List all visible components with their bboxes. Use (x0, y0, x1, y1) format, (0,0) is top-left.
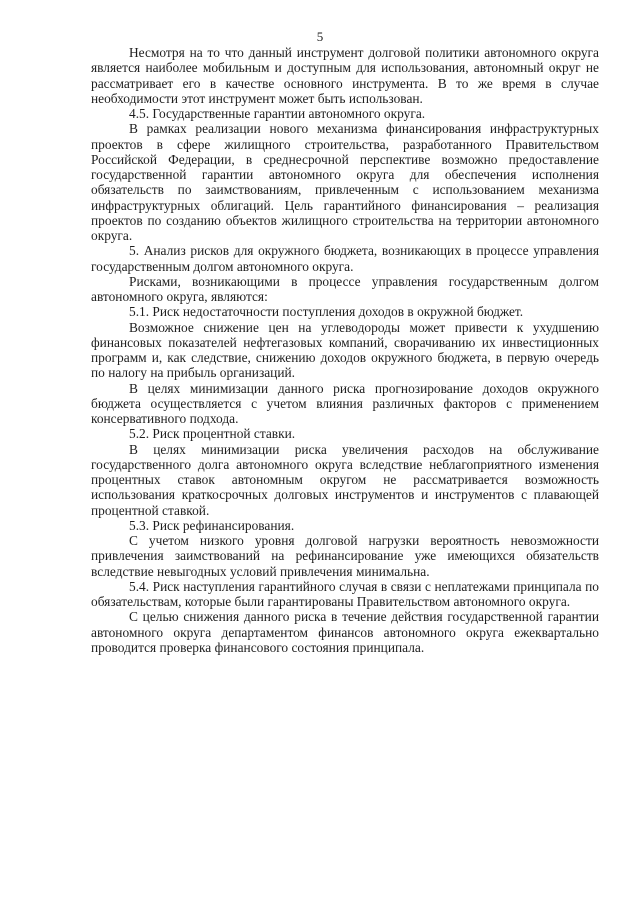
document-body (91, 45, 599, 655)
paragraph-state-guarantees: В рамках реализации нового механизма финансирования инфраструктурных проектов в сфере жилищного строительства, разработанного Правительством Российской Федерации, в среднесрочной перспективе возможно предоставление государственной гарантии автономного округа для обеспечения исполнения обязательств по заимствованиям, привлеченным с использованием механизма инфраструктурных облигаций. Цель гарантийного финансирования – реализация проектов по созданию объектов жилищного строительства на территории автономного округа. (91, 121, 599, 243)
paragraph-revenue-forecast: В целях минимизации данного риска прогнозирование доходов окружного бюджета осуществляется с учетом влияния различных факторов с применением консервативного подхода. (91, 380, 599, 426)
section-heading-4-5: 4.5. Государственные гарантии автономного округа. (129, 106, 426, 121)
page-number: 5 (316, 29, 324, 44)
paragraph-interest-rate: В целях минимизации риска увеличения расходов на обслуживание государственного долга автономного округа вследствие неблагоприятного изменения процентных ставок автономным округом не рассматривается возможность использования краткосрочных долговых инструментов и инструментов с плавающей процентной ставкой. (91, 441, 599, 518)
section-heading-5-4: 5.4. Риск наступления гарантийного случая в связи с неплатежами принципала по обязательствам, которые были гарантированы Правительством автономного округа. (91, 578, 599, 609)
section-heading-5-1: 5.1. Риск недостаточности поступления доходов в окружной бюджет. (129, 304, 524, 320)
paragraph-bond-instrument: Несмотря на то что данный инструмент долговой политики автономного округа является наиболее мобильным и доступным для использования, автономный округ не рассматривает его в качестве основного инструмента. В то же время в случае необходимости этот инструмент может быть использован. (91, 45, 599, 106)
paragraph-risks-intro: Рисками, возникающими в процессе управления государственным долгом автономного округа, являются: (91, 273, 599, 304)
section-heading-5-2: 5.2. Риск процентной ставки. (129, 426, 296, 442)
paragraph-hydrocarbon-prices: Возможное снижение цен на углеводороды может привести к ухудшению финансовых показателей нефтегазовых компаний, сворачиванию их инвестиционных программ и, как следствие, снижению доходов окружного бюджета, в первую очередь по налогу на прибыль организаций. (91, 319, 599, 381)
section-heading-5-3: 5.3. Риск рефинансирования. (129, 517, 295, 533)
paragraph-refinancing: С учетом низкого уровня долговой нагрузки вероятность невозможности привлечения заимствований на рефинансирование уже имеющихся обязательств вследствие невыгодных условий привлечения минимальна. (91, 533, 599, 579)
paragraph-guarantee-check: С целью снижения данного риска в течение действия государственной гарантии автономного округа департаментом финансов автономного округа ежеквартально проводится проверка финансового состояния принципала. (91, 609, 599, 655)
section-heading-5: 5. Анализ рисков для окружного бюджета, возникающих в процессе управления государственным долгом автономного округа. (91, 243, 599, 274)
